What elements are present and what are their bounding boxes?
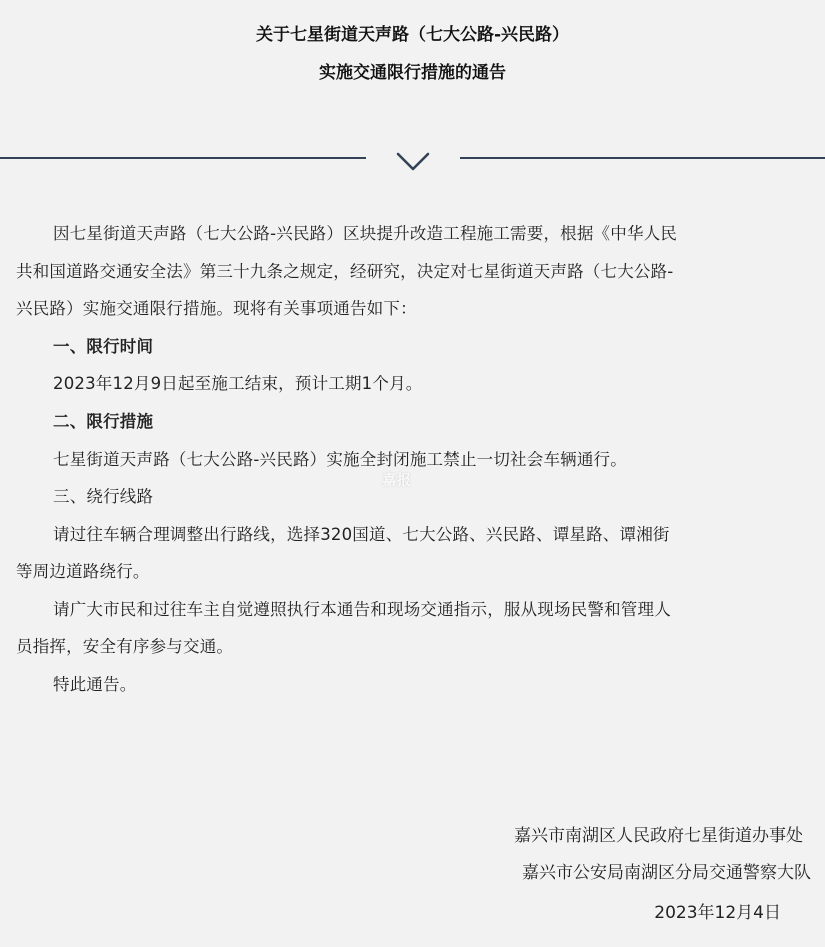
notice-title-line-1: 关于七星街道天声路（七大公路-兴民路） (255, 25, 570, 45)
section-3-line-1: 请过往车辆合理调整出行路线，选择320国道、七大公路、兴民路、谭星路、谭湘街 (53, 525, 670, 544)
section-1-text: 2023年12月9日起至施工结束，预计工期1个月。 (53, 374, 423, 393)
appeal-line-2: 员指挥，安全有序参与交通。 (16, 637, 234, 656)
intro-line-1: 因七星街道天声路（七大公路-兴民路）区块提升改造工程施工需要，根据《中华人民 (53, 224, 678, 243)
section-3-line-2: 等周边道路绕行。 (16, 562, 150, 581)
section-3-heading: 三、绕行线路 (53, 487, 154, 506)
divider-left (0, 157, 366, 159)
divider-right (460, 157, 825, 159)
signature-date: 2023年12月4日 (654, 903, 781, 923)
signature-org-1: 嘉兴市南湖区人民政府七星街道办事处 (514, 826, 803, 846)
signature-org-2: 嘉兴市公安局南湖区分局交通警察大队 (522, 863, 811, 883)
chevron-down-icon (395, 150, 431, 174)
section-2-heading: 二、限行措施 (53, 412, 154, 431)
section-1-heading: 一、限行时间 (53, 337, 154, 356)
intro-line-2: 共和国道路交通安全法》第三十九条之规定，经研究，决定对七星街道天声路（七大公路- (16, 262, 674, 281)
closing-text: 特此通告。 (53, 675, 137, 694)
notice-title-line-2: 实施交通限行措施的通告 (319, 63, 506, 83)
watermark-logo: 嘉报 (382, 473, 412, 489)
intro-line-3: 兴民路）实施交通限行措施。现将有关事项通告如下： (16, 299, 417, 318)
section-2-text: 七星街道天声路（七大公路-兴民路）实施全封闭施工禁止一切社会车辆通行。 (53, 450, 627, 469)
appeal-line-1: 请广大市民和过往车主自觉遵照执行本通告和现场交通指示，服从现场民警和管理人 (53, 600, 671, 619)
